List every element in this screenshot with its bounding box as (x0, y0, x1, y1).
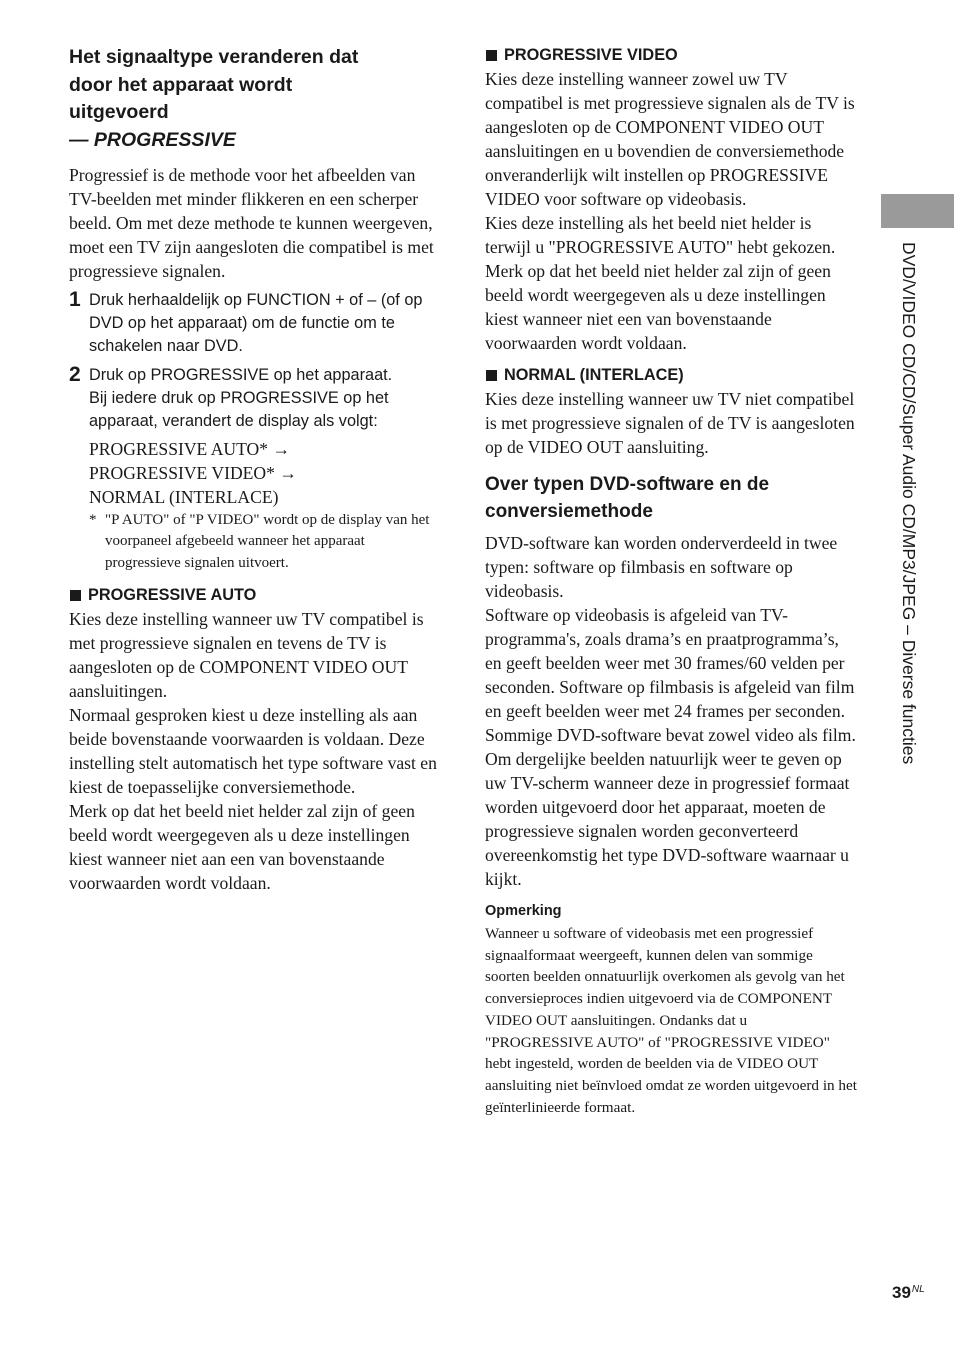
page-number-value: 39 (892, 1283, 911, 1302)
paragraph: DVD-software kan worden onderverdeeld in twee typen: software op filmbasis en software op videobasis. (485, 533, 838, 601)
page-number (892, 1283, 925, 1303)
heading-progressive-auto (69, 584, 439, 607)
sequence-item: PROGRESSIVE AUTO* → (89, 438, 291, 459)
heading-progressive-video (485, 44, 857, 67)
heading-text: PROGRESSIVE VIDEO (504, 46, 678, 64)
heading-text: NORMAL (INTERLACE) (504, 366, 684, 384)
side-section-label: DVD/VIDEO CD/CD/Super Audio CD/MP3/JPEG – Diverse functies (899, 242, 919, 765)
note-text: Wanneer u software of videobasis met een progressief signaalformaat weergeeft, kunnen delen van sommige soorten beelden onnatuurlijk overkomen als gevolg van het conversieproces indien uitgevoerd via de COMPONENT VIDEO OUT aansluitingen. Ondanks dat u "PROGRESSIVE AUTO" of "PROGRESSIVE VIDEO" hebt ingesteld, worden de beelden via de VIDEO OUT aansluiting niet beïnvloed omdat ze worden uitgevoerd in het geïnterlinieerde formaat. (485, 925, 857, 1116)
paragraph: Kies deze instelling als het beeld niet helder is terwijl u "PROGRESSIVE AUTO" hebt gekozen. (485, 213, 836, 257)
step-1 (69, 289, 439, 358)
square-bullet-icon (486, 370, 497, 381)
intro-paragraph: Progressief is de methode voor het afbeelden van TV-beelden met minder flikkeren en een scherper beeld. Om met deze methode te kunnen weergeven, moet een TV zijn aangesloten die compatibel is met progressieve signalen. (69, 164, 434, 281)
right-column (485, 44, 857, 1118)
step-text-continued: Bij iedere druk op PROGRESSIVE op het apparaat, verandert de display als volgt: (89, 388, 389, 430)
step-number: 2 (69, 362, 81, 386)
title-line-2: door het apparaat wordt (69, 73, 293, 96)
step-number: 1 (69, 287, 81, 311)
section-tab-marker (881, 194, 954, 228)
footnote-mark: * (89, 511, 97, 528)
display-sequence (89, 437, 439, 509)
sequence-item: NORMAL (INTERLACE) (89, 486, 279, 507)
paragraph: Kies deze instelling wanneer zowel uw TV compatibel is met progressieve signalen als de TV is aangesloten op de COMPONENT VIDEO OUT aansluitingen en u bovendien de conversiemethode onveranderlijk wilt instellen op PROGRESSIVE VIDEO voor software op videobasis. (485, 69, 855, 209)
square-bullet-icon (70, 590, 81, 601)
step-text: Druk op PROGRESSIVE op het apparaat. (89, 365, 393, 384)
paragraph: Merk op dat het beeld niet helder zal zijn of geen beeld wordt weergegeven als u deze instellingen kiest wanneer niet aan een van bovenstaande voorwaarden wordt voldaan. (69, 800, 415, 893)
page-number-suffix: NL (911, 1284, 925, 1295)
paragraph: Normaal gesproken kiest u deze instelling als aan beide bovenstaande voorwaarden is voldaan. Deze instelling stelt automatisch het type software vast en kiest de toepasselijke conversiemethode. (69, 704, 437, 797)
left-column (69, 44, 439, 895)
step-2 (69, 364, 439, 433)
paragraph: Kies deze instelling wanneer uw TV compatibel is met progressieve signalen en tevens de TV is aangesloten op de COMPONENT VIDEO OUT aansluitingen. (69, 608, 424, 701)
note-heading: Opmerking (485, 903, 562, 919)
heading-normal-interlace (485, 364, 857, 387)
page-title (69, 44, 439, 153)
section-heading: Over typen DVD-software en de conversiemethode (485, 474, 770, 522)
title-line-1: Het signaaltype veranderen dat (69, 46, 359, 68)
paragraph: Om dergelijke beelden natuurlijk weer te geven op uw TV-scherm wanneer deze in progressief formaat worden uitgevoerd door het apparaat, moeten de progressieve signalen worden geconverteerd overeenkomstig het type DVD-software waarnaar u kijkt. (485, 749, 850, 889)
paragraph: Software op videobasis is afgeleid van TV-programma's, zoals drama’s en praatprogramma’s, en geeft beelden weer met 30 frames/60 velden per seconden. Software op filmbasis is afgeleid van film en geeft beelden weer met 24 frames per seconden. Sommige DVD-software bevat zowel video als film. (485, 605, 856, 745)
square-bullet-icon (486, 50, 497, 61)
sequence-item: PROGRESSIVE VIDEO* → (89, 462, 297, 483)
title-subtitle: — PROGRESSIVE (69, 128, 236, 151)
step-text: Druk herhaaldelijk op FUNCTION + of – (of op DVD op het apparaat) om de functie om te schakelen naar DVD. (89, 290, 423, 355)
paragraph: Kies deze instelling wanneer uw TV niet compatibel is met progressieve signalen of de TV is aangesloten op de VIDEO OUT aansluiting. (485, 389, 855, 457)
footnote (89, 510, 439, 575)
title-line-3: uitgevoerd (69, 101, 169, 123)
paragraph: Merk op dat het beeld niet helder zal zijn of geen beeld wordt weergegeven als u deze instellingen kiest wanneer niet een van bovenstaande voorwaarden wordt voldaan. (485, 261, 831, 353)
footnote-text: "P AUTO" of "P VIDEO" wordt op de display van het voorpaneel afgebeeld wanneer het apparaat progressieve signalen uitvoert. (105, 511, 430, 571)
heading-text: PROGRESSIVE AUTO (88, 585, 257, 604)
